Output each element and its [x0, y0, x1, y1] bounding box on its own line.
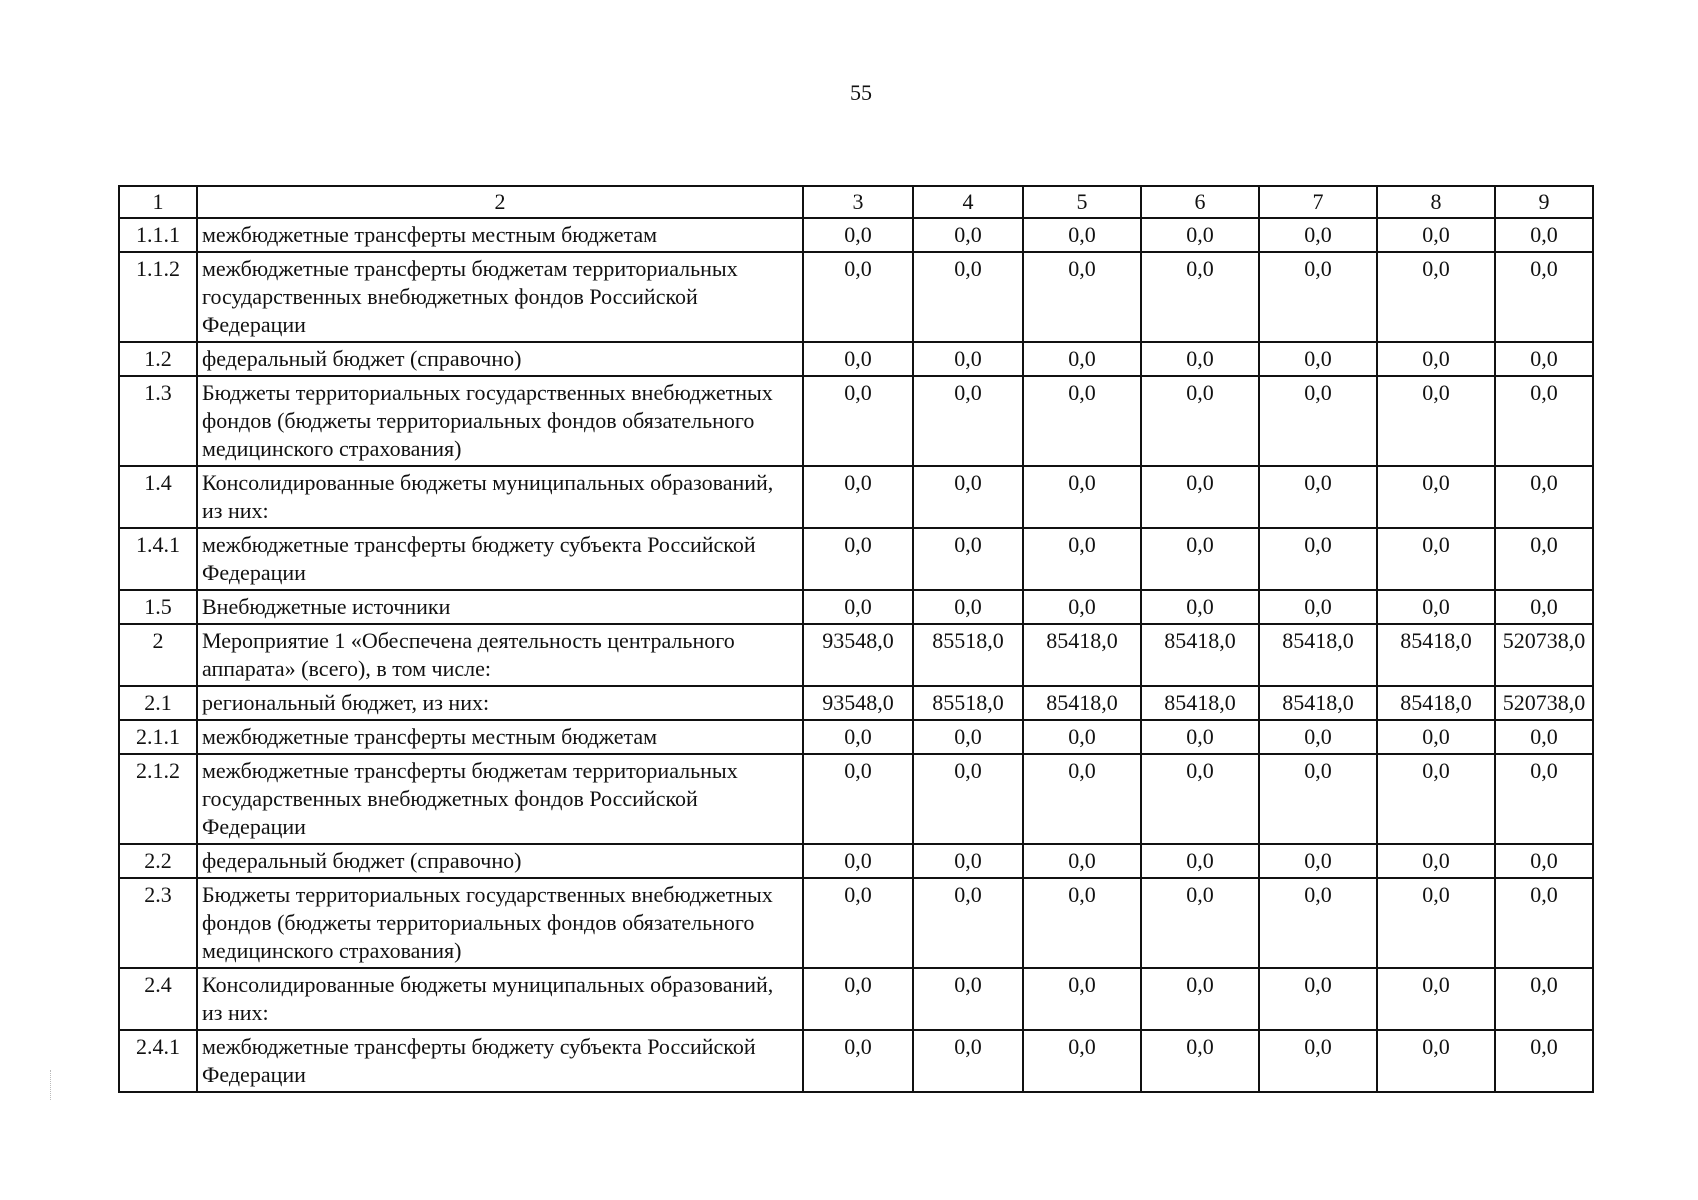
- value-cell: 0,0: [803, 252, 913, 342]
- table-row: [119, 878, 1593, 968]
- row-description: Мероприятие 1 «Обеспечена деятельность центрального аппарата» (всего), в том числе:: [197, 624, 803, 686]
- value-cell: 0,0: [1495, 968, 1593, 1030]
- value-cell: 0,0: [803, 342, 913, 376]
- value-cell: 0,0: [1141, 466, 1259, 528]
- value-cell: 0,0: [913, 528, 1023, 590]
- value-cell: 0,0: [1495, 466, 1593, 528]
- value-cell: 0,0: [803, 376, 913, 466]
- row-description: федеральный бюджет (справочно): [197, 342, 803, 376]
- column-header: 4: [913, 186, 1023, 218]
- value-cell: 0,0: [1259, 342, 1377, 376]
- value-cell: 0,0: [1377, 754, 1495, 844]
- budget-table: [118, 185, 1594, 1093]
- table-row: [119, 466, 1593, 528]
- value-cell: 0,0: [1023, 218, 1141, 252]
- row-number: 2.1.1: [119, 720, 197, 754]
- table-row: [119, 342, 1593, 376]
- value-cell: 0,0: [1023, 720, 1141, 754]
- value-cell: 0,0: [1141, 1030, 1259, 1092]
- value-cell: 0,0: [1377, 968, 1495, 1030]
- column-header: 8: [1377, 186, 1495, 218]
- value-cell: 0,0: [1259, 968, 1377, 1030]
- value-cell: 0,0: [1023, 528, 1141, 590]
- value-cell: 0,0: [913, 754, 1023, 844]
- row-number: 2.1.2: [119, 754, 197, 844]
- value-cell: 0,0: [1141, 844, 1259, 878]
- row-number: 1.1.2: [119, 252, 197, 342]
- value-cell: 0,0: [913, 590, 1023, 624]
- value-cell: 0,0: [913, 342, 1023, 376]
- row-description: межбюджетные трансферты бюджету субъекта Российской Федерации: [197, 1030, 803, 1092]
- value-cell: 85518,0: [913, 686, 1023, 720]
- value-cell: 0,0: [1259, 466, 1377, 528]
- table-row: [119, 720, 1593, 754]
- row-description: межбюджетные трансферты бюджетам территориальных государственных внебюджетных фондов Российской Федерации: [197, 754, 803, 844]
- value-cell: 0,0: [913, 466, 1023, 528]
- value-cell: 85418,0: [1259, 624, 1377, 686]
- row-number: 1.1.1: [119, 218, 197, 252]
- row-description: межбюджетные трансферты бюджетам территориальных государственных внебюджетных фондов Российской Федерации: [197, 252, 803, 342]
- row-description: межбюджетные трансферты местным бюджетам: [197, 720, 803, 754]
- column-header: 7: [1259, 186, 1377, 218]
- row-number: 1.2: [119, 342, 197, 376]
- scan-artifact: [50, 1070, 53, 1100]
- value-cell: 93548,0: [803, 686, 913, 720]
- value-cell: 0,0: [1259, 376, 1377, 466]
- row-description: федеральный бюджет (справочно): [197, 844, 803, 878]
- value-cell: 0,0: [1377, 218, 1495, 252]
- table-row: [119, 252, 1593, 342]
- row-description: региональный бюджет, из них:: [197, 686, 803, 720]
- row-number: 2.3: [119, 878, 197, 968]
- row-number: 2.1: [119, 686, 197, 720]
- row-description: Консолидированные бюджеты муниципальных образований, из них:: [197, 466, 803, 528]
- value-cell: 85418,0: [1141, 624, 1259, 686]
- table-body: [119, 186, 1593, 1092]
- value-cell: 0,0: [1259, 754, 1377, 844]
- value-cell: 0,0: [913, 968, 1023, 1030]
- value-cell: 0,0: [1377, 720, 1495, 754]
- row-description: Консолидированные бюджеты муниципальных образований, из них:: [197, 968, 803, 1030]
- table-row: [119, 1030, 1593, 1092]
- value-cell: 0,0: [1377, 1030, 1495, 1092]
- value-cell: 0,0: [803, 218, 913, 252]
- column-header: 6: [1141, 186, 1259, 218]
- row-description: Внебюджетные источники: [197, 590, 803, 624]
- value-cell: 0,0: [1495, 218, 1593, 252]
- page-number: 55: [850, 80, 872, 105]
- value-cell: 0,0: [1495, 252, 1593, 342]
- value-cell: 0,0: [1377, 252, 1495, 342]
- row-number: 1.4: [119, 466, 197, 528]
- value-cell: 0,0: [1377, 878, 1495, 968]
- row-description: Бюджеты территориальных государственных внебюджетных фондов (бюджеты территориальных фондов обязательного медицинского страхования): [197, 878, 803, 968]
- table-row: [119, 528, 1593, 590]
- value-cell: 0,0: [1023, 466, 1141, 528]
- table-row: [119, 968, 1593, 1030]
- table-row: [119, 624, 1593, 686]
- value-cell: 0,0: [1259, 218, 1377, 252]
- value-cell: 0,0: [1259, 252, 1377, 342]
- column-header: 1: [119, 186, 197, 218]
- value-cell: 0,0: [1141, 720, 1259, 754]
- value-cell: 0,0: [1141, 528, 1259, 590]
- column-header: 2: [197, 186, 803, 218]
- value-cell: 0,0: [1259, 720, 1377, 754]
- value-cell: 0,0: [803, 720, 913, 754]
- value-cell: 0,0: [1377, 528, 1495, 590]
- row-number: 2: [119, 624, 197, 686]
- value-cell: 0,0: [1023, 342, 1141, 376]
- value-cell: 0,0: [1141, 252, 1259, 342]
- value-cell: 93548,0: [803, 624, 913, 686]
- value-cell: 0,0: [1495, 342, 1593, 376]
- value-cell: 85418,0: [1023, 624, 1141, 686]
- value-cell: 0,0: [1495, 376, 1593, 466]
- row-description: Бюджеты территориальных государственных внебюджетных фондов (бюджеты территориальных фондов обязательного медицинского страхования): [197, 376, 803, 466]
- value-cell: 0,0: [1259, 590, 1377, 624]
- value-cell: 0,0: [1377, 466, 1495, 528]
- value-cell: 0,0: [803, 968, 913, 1030]
- value-cell: 0,0: [1377, 590, 1495, 624]
- value-cell: 85418,0: [1377, 686, 1495, 720]
- value-cell: 0,0: [913, 878, 1023, 968]
- value-cell: 0,0: [1259, 528, 1377, 590]
- value-cell: 0,0: [1023, 1030, 1141, 1092]
- value-cell: 0,0: [803, 754, 913, 844]
- value-cell: 0,0: [803, 1030, 913, 1092]
- table-row: [119, 218, 1593, 252]
- value-cell: 0,0: [1023, 844, 1141, 878]
- value-cell: 0,0: [913, 218, 1023, 252]
- row-number: 2.4: [119, 968, 197, 1030]
- value-cell: 0,0: [1141, 754, 1259, 844]
- value-cell: 0,0: [913, 1030, 1023, 1092]
- row-number: 1.4.1: [119, 528, 197, 590]
- value-cell: 0,0: [1141, 218, 1259, 252]
- value-cell: 0,0: [1023, 590, 1141, 624]
- value-cell: 0,0: [1141, 878, 1259, 968]
- value-cell: 0,0: [1259, 878, 1377, 968]
- value-cell: 0,0: [1023, 754, 1141, 844]
- value-cell: 0,0: [1141, 342, 1259, 376]
- row-number: 1.5: [119, 590, 197, 624]
- row-number: 2.2: [119, 844, 197, 878]
- value-cell: 0,0: [913, 844, 1023, 878]
- value-cell: 0,0: [803, 590, 913, 624]
- value-cell: 0,0: [803, 466, 913, 528]
- value-cell: 0,0: [1495, 590, 1593, 624]
- table-row: [119, 376, 1593, 466]
- row-description: межбюджетные трансферты бюджету субъекта Российской Федерации: [197, 528, 803, 590]
- value-cell: 0,0: [1141, 376, 1259, 466]
- row-number: 2.4.1: [119, 1030, 197, 1092]
- value-cell: 0,0: [913, 376, 1023, 466]
- value-cell: 0,0: [913, 720, 1023, 754]
- value-cell: 0,0: [1023, 252, 1141, 342]
- value-cell: 0,0: [803, 844, 913, 878]
- value-cell: 0,0: [1377, 376, 1495, 466]
- column-header: 3: [803, 186, 913, 218]
- value-cell: 85418,0: [1259, 686, 1377, 720]
- column-header: 9: [1495, 186, 1593, 218]
- value-cell: 0,0: [913, 252, 1023, 342]
- table-row: [119, 844, 1593, 878]
- value-cell: 0,0: [1495, 844, 1593, 878]
- value-cell: 0,0: [803, 528, 913, 590]
- value-cell: 85418,0: [1141, 686, 1259, 720]
- table-row: [119, 590, 1593, 624]
- value-cell: 85418,0: [1377, 624, 1495, 686]
- value-cell: 85418,0: [1023, 686, 1141, 720]
- value-cell: 0,0: [1141, 968, 1259, 1030]
- column-header: 5: [1023, 186, 1141, 218]
- table-row: [119, 686, 1593, 720]
- value-cell: 85518,0: [913, 624, 1023, 686]
- value-cell: 0,0: [1495, 878, 1593, 968]
- value-cell: 0,0: [1259, 1030, 1377, 1092]
- row-number: 1.3: [119, 376, 197, 466]
- value-cell: 520738,0: [1495, 624, 1593, 686]
- value-cell: 0,0: [1023, 878, 1141, 968]
- value-cell: 0,0: [803, 878, 913, 968]
- value-cell: 0,0: [1495, 720, 1593, 754]
- row-description: межбюджетные трансферты местным бюджетам: [197, 218, 803, 252]
- value-cell: 0,0: [1023, 376, 1141, 466]
- value-cell: 0,0: [1023, 968, 1141, 1030]
- value-cell: 0,0: [1495, 528, 1593, 590]
- table-row: [119, 754, 1593, 844]
- value-cell: 0,0: [1141, 590, 1259, 624]
- column-number-row: [119, 186, 1593, 218]
- value-cell: 0,0: [1377, 342, 1495, 376]
- value-cell: 520738,0: [1495, 686, 1593, 720]
- value-cell: 0,0: [1495, 1030, 1593, 1092]
- value-cell: 0,0: [1377, 844, 1495, 878]
- value-cell: 0,0: [1259, 844, 1377, 878]
- value-cell: 0,0: [1495, 754, 1593, 844]
